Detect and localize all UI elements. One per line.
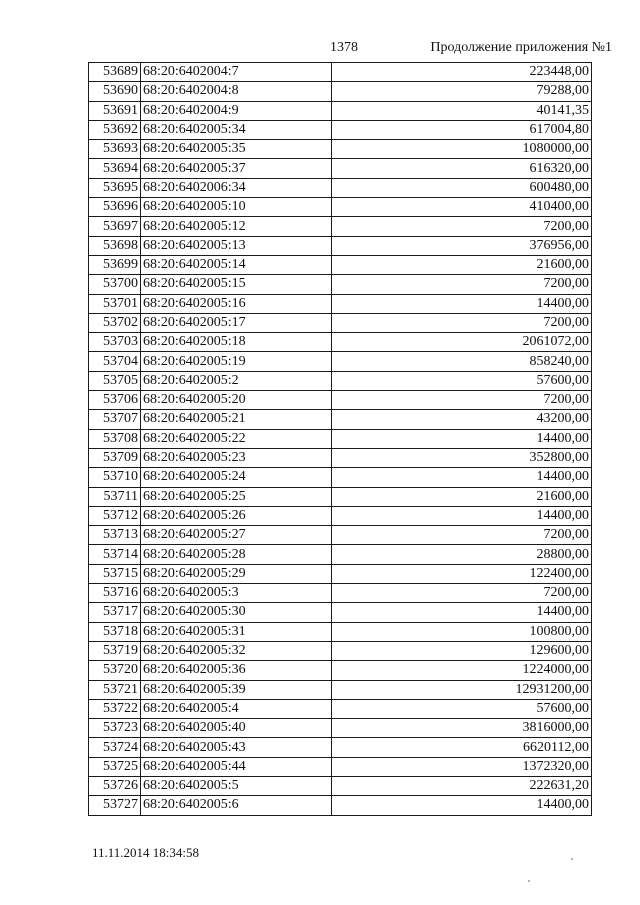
table-row xyxy=(89,352,592,371)
cadastral-value: 616320,00 xyxy=(332,159,592,178)
table-row xyxy=(89,776,592,795)
cadastral-value: 223448,00 xyxy=(332,63,592,82)
cadastral-value: 3816000,00 xyxy=(332,719,592,738)
table-row xyxy=(89,719,592,738)
cadastral-value: 2061072,00 xyxy=(332,333,592,352)
row-number: 53724 xyxy=(89,738,141,757)
table-row xyxy=(89,333,592,352)
cadastral-value: 28800,00 xyxy=(332,545,592,564)
cadastral-value: 352800,00 xyxy=(332,448,592,467)
cadastral-value: 57600,00 xyxy=(332,371,592,390)
cadastral-value: 1080000,00 xyxy=(332,140,592,159)
table-row xyxy=(89,371,592,390)
table-row xyxy=(89,275,592,294)
cadastral-value: 14400,00 xyxy=(332,468,592,487)
table-row xyxy=(89,564,592,583)
table-row xyxy=(89,757,592,776)
cadastral-value: 858240,00 xyxy=(332,352,592,371)
cadastral-number: 68:20:6402005:34 xyxy=(141,120,332,139)
table-row xyxy=(89,236,592,255)
table-row xyxy=(89,796,592,815)
cadastral-number: 68:20:6402005:28 xyxy=(141,545,332,564)
cadastral-value: 7200,00 xyxy=(332,584,592,603)
cadastral-number: 68:20:6402005:36 xyxy=(141,661,332,680)
row-number: 53700 xyxy=(89,275,141,294)
cadastral-number: 68:20:6402005:21 xyxy=(141,410,332,429)
table-body xyxy=(89,63,592,816)
cadastral-number: 68:20:6402004:9 xyxy=(141,101,332,120)
cadastral-value: 100800,00 xyxy=(332,622,592,641)
cadastral-value: 21600,00 xyxy=(332,487,592,506)
row-number: 53715 xyxy=(89,564,141,583)
cadastral-number: 68:20:6402005:35 xyxy=(141,140,332,159)
row-number: 53718 xyxy=(89,622,141,641)
table-row xyxy=(89,391,592,410)
cadastral-number: 68:20:6402005:13 xyxy=(141,236,332,255)
row-number: 53713 xyxy=(89,526,141,545)
row-number: 53723 xyxy=(89,719,141,738)
cadastral-number: 68:20:6402005:2 xyxy=(141,371,332,390)
cadastral-value: 14400,00 xyxy=(332,506,592,525)
cadastral-number: 68:20:6402005:14 xyxy=(141,255,332,274)
table-row xyxy=(89,545,592,564)
row-number: 53727 xyxy=(89,796,141,815)
cadastral-value: 1224000,00 xyxy=(332,661,592,680)
table-row xyxy=(89,217,592,236)
registry-table xyxy=(88,62,592,816)
table-row xyxy=(89,410,592,429)
cadastral-value: 14400,00 xyxy=(332,429,592,448)
row-number: 53698 xyxy=(89,236,141,255)
table-row xyxy=(89,506,592,525)
table-row xyxy=(89,159,592,178)
table-row xyxy=(89,140,592,159)
table-row xyxy=(89,680,592,699)
row-number: 53710 xyxy=(89,468,141,487)
row-number: 53717 xyxy=(89,603,141,622)
cadastral-number: 68:20:6402005:10 xyxy=(141,198,332,217)
cadastral-number: 68:20:6402005:17 xyxy=(141,313,332,332)
row-number: 53697 xyxy=(89,217,141,236)
cadastral-number: 68:20:6402006:34 xyxy=(141,178,332,197)
cadastral-value: 600480,00 xyxy=(332,178,592,197)
table-row xyxy=(89,641,592,660)
cadastral-number: 68:20:6402005:44 xyxy=(141,757,332,776)
table-row xyxy=(89,101,592,120)
row-number: 53703 xyxy=(89,333,141,352)
cadastral-value: 40141,35 xyxy=(332,101,592,120)
cadastral-number: 68:20:6402005:5 xyxy=(141,776,332,795)
cadastral-number: 68:20:6402005:23 xyxy=(141,448,332,467)
cadastral-value: 7200,00 xyxy=(332,526,592,545)
cadastral-number: 68:20:6402005:26 xyxy=(141,506,332,525)
cadastral-number: 68:20:6402005:39 xyxy=(141,680,332,699)
cadastral-value: 14400,00 xyxy=(332,603,592,622)
row-number: 53693 xyxy=(89,140,141,159)
row-number: 53726 xyxy=(89,776,141,795)
cadastral-number: 68:20:6402005:43 xyxy=(141,738,332,757)
cadastral-number: 68:20:6402005:30 xyxy=(141,603,332,622)
cadastral-value: 57600,00 xyxy=(332,699,592,718)
row-number: 53716 xyxy=(89,584,141,603)
table-row xyxy=(89,487,592,506)
row-number: 53699 xyxy=(89,255,141,274)
table-row xyxy=(89,699,592,718)
cadastral-value: 7200,00 xyxy=(332,217,592,236)
table-row xyxy=(89,198,592,217)
row-number: 53696 xyxy=(89,198,141,217)
row-number: 53707 xyxy=(89,410,141,429)
cadastral-number: 68:20:6402005:20 xyxy=(141,391,332,410)
cadastral-number: 68:20:6402005:31 xyxy=(141,622,332,641)
cadastral-number: 68:20:6402005:27 xyxy=(141,526,332,545)
table-row xyxy=(89,448,592,467)
cadastral-number: 68:20:6402005:3 xyxy=(141,584,332,603)
cadastral-value: 7200,00 xyxy=(332,313,592,332)
cadastral-number: 68:20:6402005:24 xyxy=(141,468,332,487)
cadastral-number: 68:20:6402005:37 xyxy=(141,159,332,178)
table-row xyxy=(89,313,592,332)
row-number: 53701 xyxy=(89,294,141,313)
row-number: 53714 xyxy=(89,545,141,564)
cadastral-value: 7200,00 xyxy=(332,391,592,410)
cadastral-value: 79288,00 xyxy=(332,82,592,101)
cadastral-value: 43200,00 xyxy=(332,410,592,429)
cadastral-value: 122400,00 xyxy=(332,564,592,583)
row-number: 53691 xyxy=(89,101,141,120)
cadastral-value: 410400,00 xyxy=(332,198,592,217)
row-number: 53725 xyxy=(89,757,141,776)
cadastral-number: 68:20:6402005:18 xyxy=(141,333,332,352)
cadastral-number: 68:20:6402005:16 xyxy=(141,294,332,313)
table-row xyxy=(89,82,592,101)
cadastral-number: 68:20:6402005:15 xyxy=(141,275,332,294)
cadastral-value: 21600,00 xyxy=(332,255,592,274)
cadastral-value: 222631,20 xyxy=(332,776,592,795)
page-number: 1378 xyxy=(330,40,358,55)
row-number: 53719 xyxy=(89,641,141,660)
row-number: 53712 xyxy=(89,506,141,525)
table-row xyxy=(89,603,592,622)
table-row xyxy=(89,526,592,545)
cadastral-number: 68:20:6402004:8 xyxy=(141,82,332,101)
row-number: 53721 xyxy=(89,680,141,699)
cadastral-value: 14400,00 xyxy=(332,294,592,313)
row-number: 53709 xyxy=(89,448,141,467)
row-number: 53706 xyxy=(89,391,141,410)
cadastral-value: 617004,80 xyxy=(332,120,592,139)
cadastral-value: 14400,00 xyxy=(332,796,592,815)
cadastral-number: 68:20:6402005:19 xyxy=(141,352,332,371)
print-timestamp: 11.11.2014 18:34:58 xyxy=(92,845,200,860)
appendix-note: Продолжение приложения №1 xyxy=(430,40,612,55)
table-row xyxy=(89,178,592,197)
cadastral-number: 68:20:6402005:22 xyxy=(141,429,332,448)
table-row xyxy=(89,738,592,757)
row-number: 53689 xyxy=(89,63,141,82)
cadastral-number: 68:20:6402005:4 xyxy=(141,699,332,718)
cadastral-value: 129600,00 xyxy=(332,641,592,660)
row-number: 53695 xyxy=(89,178,141,197)
cadastral-number: 68:20:6402005:12 xyxy=(141,217,332,236)
table-row xyxy=(89,661,592,680)
row-number: 53692 xyxy=(89,120,141,139)
cadastral-value: 6620112,00 xyxy=(332,738,592,757)
row-number: 53702 xyxy=(89,313,141,332)
scan-speck xyxy=(528,880,530,882)
table-row xyxy=(89,429,592,448)
cadastral-number: 68:20:6402005:6 xyxy=(141,796,332,815)
row-number: 53704 xyxy=(89,352,141,371)
row-number: 53722 xyxy=(89,699,141,718)
row-number: 53694 xyxy=(89,159,141,178)
table-row xyxy=(89,584,592,603)
cadastral-number: 68:20:6402005:25 xyxy=(141,487,332,506)
cadastral-value: 12931200,00 xyxy=(332,680,592,699)
row-number: 53711 xyxy=(89,487,141,506)
table-row xyxy=(89,63,592,82)
scan-speck xyxy=(571,858,573,860)
cadastral-value: 1372320,00 xyxy=(332,757,592,776)
row-number: 53708 xyxy=(89,429,141,448)
cadastral-number: 68:20:6402005:29 xyxy=(141,564,332,583)
table-row xyxy=(89,120,592,139)
table-row xyxy=(89,468,592,487)
cadastral-value: 376956,00 xyxy=(332,236,592,255)
cadastral-number: 68:20:6402004:7 xyxy=(141,63,332,82)
cadastral-value: 7200,00 xyxy=(332,275,592,294)
table-row xyxy=(89,294,592,313)
row-number: 53705 xyxy=(89,371,141,390)
cadastral-number: 68:20:6402005:40 xyxy=(141,719,332,738)
table-row xyxy=(89,622,592,641)
row-number: 53690 xyxy=(89,82,141,101)
row-number: 53720 xyxy=(89,661,141,680)
cadastral-number: 68:20:6402005:32 xyxy=(141,641,332,660)
table-row xyxy=(89,255,592,274)
